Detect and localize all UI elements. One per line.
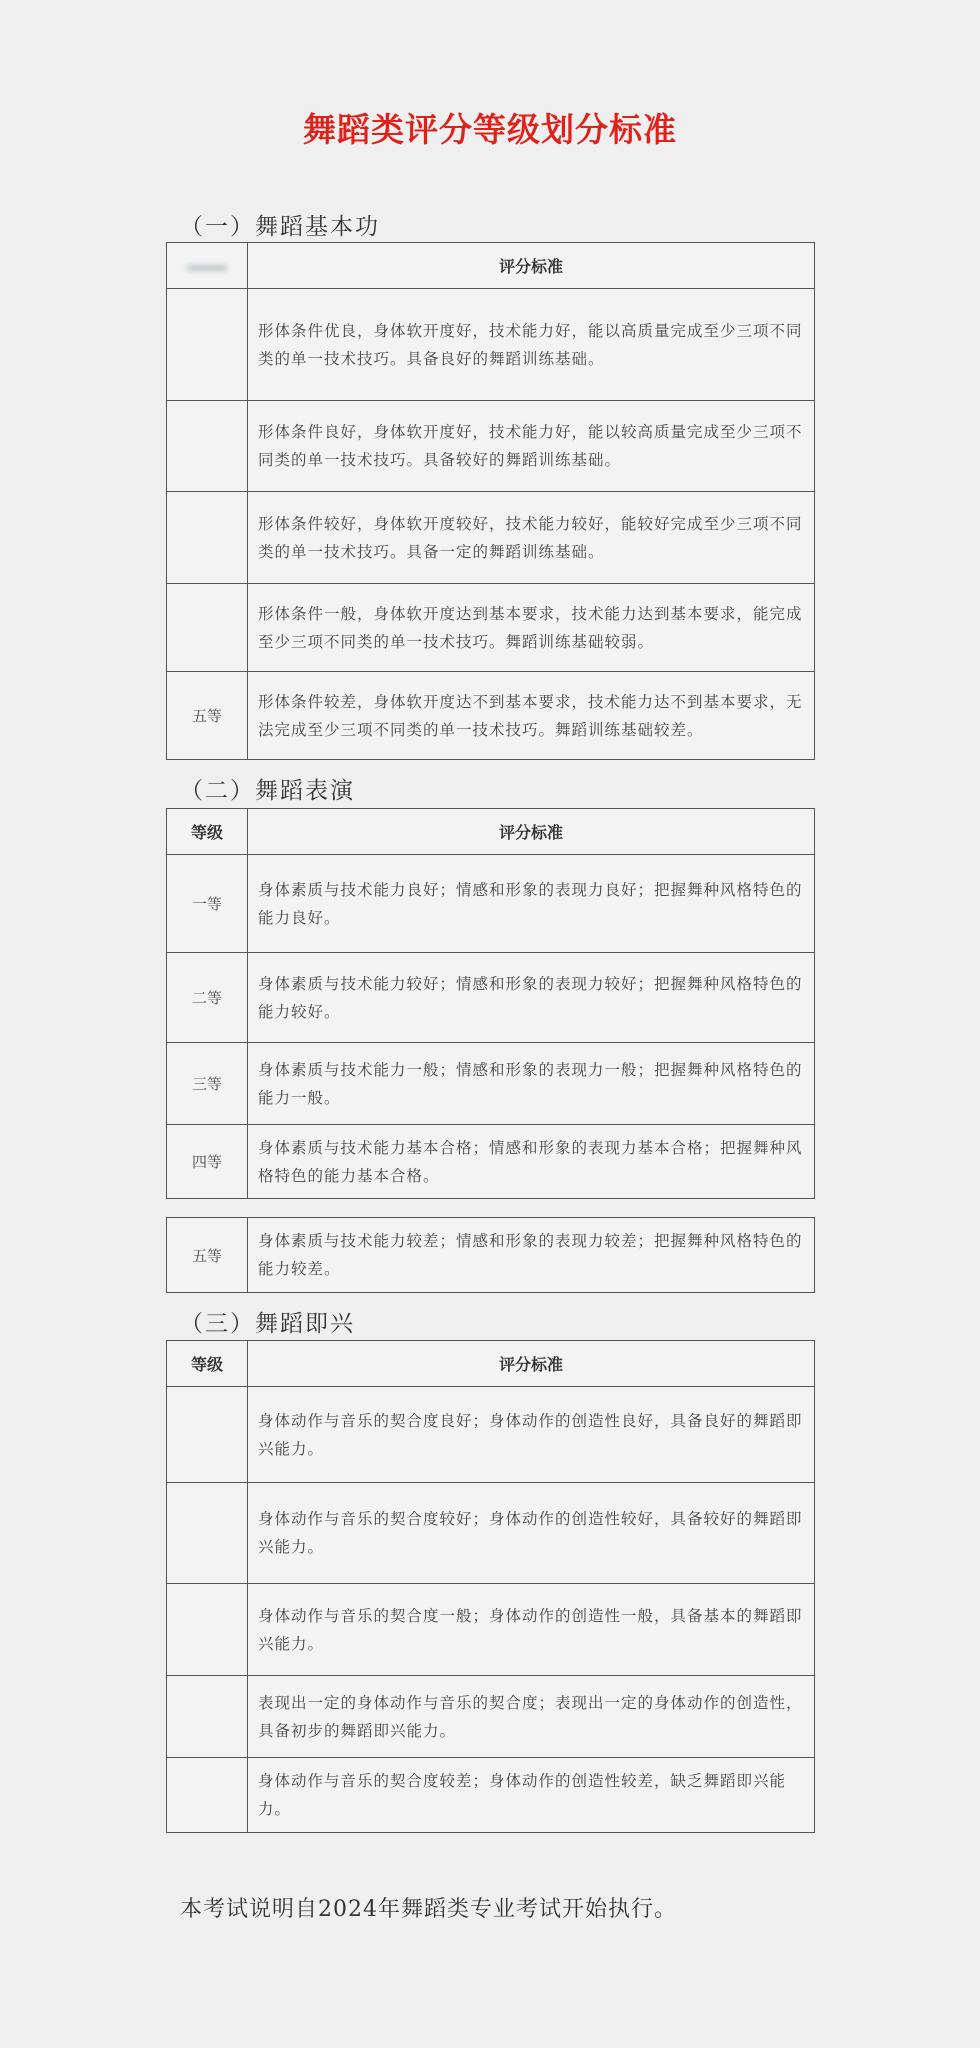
criteria-cell: 形体条件优良，身体软开度好，技术能力好，能以高质量完成至少三项不同类的单一技术技巧。具备良好的舞蹈训练基础。: [248, 289, 815, 401]
section-heading-performance: （二）舞蹈表演: [180, 778, 355, 804]
criteria-header-cell: 评分标准: [248, 1341, 815, 1387]
section-heading-improvisation: （三）舞蹈即兴: [180, 1311, 355, 1337]
grade-cell: [167, 401, 248, 492]
criteria-cell: 身体动作与音乐的契合度较好；身体动作的创造性较好，具备较好的舞蹈即兴能力。: [248, 1483, 815, 1584]
criteria-cell: 身体素质与技术能力基本合格；情感和形象的表现力基本合格；把握舞种风格特色的能力基本合格。: [248, 1125, 815, 1199]
table-row: [167, 1676, 815, 1758]
table-row: [167, 855, 815, 953]
criteria-cell: 形体条件一般，身体软开度达到基本要求，技术能力达到基本要求，能完成至少三项不同类的单一技术技巧。舞蹈训练基础较弱。: [248, 584, 815, 672]
table-row: [167, 1758, 815, 1833]
criteria-cell: 身体动作与音乐的契合度良好；身体动作的创造性良好，具备良好的舞蹈即兴能力。: [248, 1387, 815, 1483]
performance-table: [166, 808, 815, 1199]
criteria-cell: 形体条件较好，身体软开度较好，技术能力较好，能较好完成至少三项不同类的单一技术技巧。具备一定的舞蹈训练基础。: [248, 492, 815, 584]
grade-cell: [167, 1387, 248, 1483]
blurred-grade-header: [187, 265, 227, 271]
criteria-cell: 身体素质与技术能力一般；情感和形象的表现力一般；把握舞种风格特色的能力一般。: [248, 1043, 815, 1125]
grade-cell: 一等: [167, 855, 248, 953]
grade-cell: 五等: [167, 1218, 248, 1293]
criteria-cell: 身体动作与音乐的契合度较差；身体动作的创造性较差，缺乏舞蹈即兴能力。: [248, 1758, 815, 1833]
criteria-cell: 身体素质与技术能力良好；情感和形象的表现力良好；把握舞种风格特色的能力良好。: [248, 855, 815, 953]
grade-cell: [167, 1676, 248, 1758]
basic-skills-table: [166, 242, 815, 760]
table-row: [167, 584, 815, 672]
criteria-cell: 形体条件良好，身体软开度好，技术能力好，能以较高质量完成至少三项不同类的单一技术技巧。具备较好的舞蹈训练基础。: [248, 401, 815, 492]
grade-cell: [167, 1584, 248, 1676]
grade-cell: 二等: [167, 953, 248, 1043]
grade-header-cell: 等级: [167, 1341, 248, 1387]
criteria-cell: 表现出一定的身体动作与音乐的契合度；表现出一定的身体动作的创造性，具备初步的舞蹈即兴能力。: [248, 1676, 815, 1758]
grade-header-cell: [167, 243, 248, 289]
performance-table-continued: [166, 1217, 815, 1293]
footer-note: 本考试说明自2024年舞蹈类专业考试开始执行。: [180, 1897, 677, 1922]
improvisation-table: [166, 1340, 815, 1833]
criteria-header-cell: 评分标准: [248, 243, 815, 289]
criteria-header-cell: 评分标准: [248, 809, 815, 855]
grade-cell: [167, 492, 248, 584]
grade-cell: [167, 1758, 248, 1833]
table-row: [167, 1584, 815, 1676]
table-row: [167, 1043, 815, 1125]
grade-cell: 四等: [167, 1125, 248, 1199]
section-heading-basic-skills: （一）舞蹈基本功: [180, 214, 380, 240]
grade-cell: [167, 584, 248, 672]
table-row: [167, 672, 815, 760]
table-row: [167, 492, 815, 584]
criteria-cell: 身体动作与音乐的契合度一般；身体动作的创造性一般，具备基本的舞蹈即兴能力。: [248, 1584, 815, 1676]
table-row: [167, 1483, 815, 1584]
table-row: [167, 289, 815, 401]
page-title: 舞蹈类评分等级划分标准: [303, 110, 677, 149]
table-row: [167, 1387, 815, 1483]
criteria-cell: 身体素质与技术能力较差；情感和形象的表现力较差；把握舞种风格特色的能力较差。: [248, 1218, 815, 1293]
criteria-cell: 形体条件较差，身体软开度达不到基本要求，技术能力达不到基本要求，无法完成至少三项不同类的单一技术技巧。舞蹈训练基础较差。: [248, 672, 815, 760]
grade-header-cell: 等级: [167, 809, 248, 855]
grade-cell: [167, 1483, 248, 1584]
table-row: [167, 1125, 815, 1199]
criteria-cell: 身体素质与技术能力较好；情感和形象的表现力较好；把握舞种风格特色的能力较好。: [248, 953, 815, 1043]
grade-cell: [167, 289, 248, 401]
table-row: [167, 953, 815, 1043]
grade-cell: 五等: [167, 672, 248, 760]
table-row: [167, 1218, 815, 1293]
table-row: [167, 401, 815, 492]
grade-cell: 三等: [167, 1043, 248, 1125]
